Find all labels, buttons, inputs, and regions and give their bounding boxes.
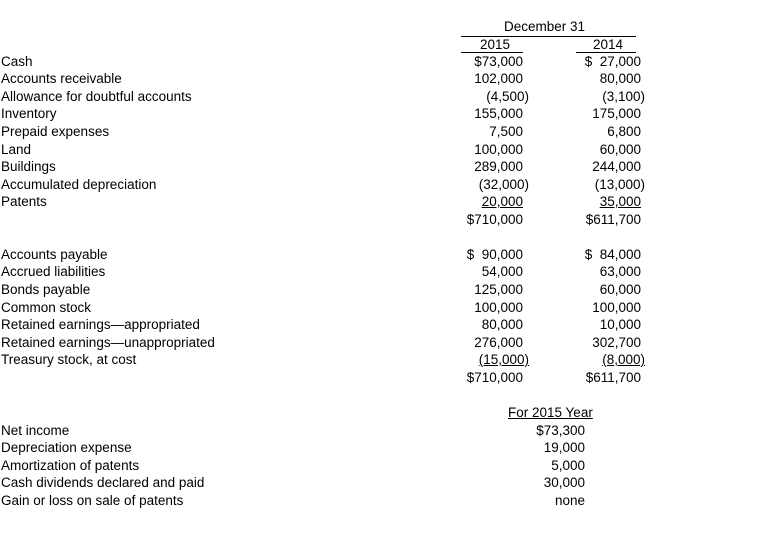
patents-2014: 35,000 xyxy=(599,194,641,209)
year-2015-underline xyxy=(461,52,523,53)
land-2015: 100,000 xyxy=(474,142,523,157)
bonds-payable-2014: 60,000 xyxy=(599,282,641,297)
buildings-2015: 289,000 xyxy=(474,159,523,174)
inventory-2015: 155,000 xyxy=(474,106,523,121)
net-income-value: $73,300 xyxy=(536,423,585,438)
row-label-accum-depreciation: Accumulated depreciation xyxy=(1,177,157,192)
row-label-gain-loss-patents: Gain or loss on sale of patents xyxy=(1,493,184,508)
assets-total-2015: $710,000 xyxy=(466,212,523,227)
re-unappropriated-2015: 276,000 xyxy=(474,335,523,350)
row-label-net-income: Net income xyxy=(1,423,70,438)
prepaid-2015: 7,500 xyxy=(489,124,523,139)
re-appropriated-2015: 80,000 xyxy=(481,317,523,332)
row-label-cash-dividends: Cash dividends declared and paid xyxy=(1,475,205,490)
assets-total-2014: $611,700 xyxy=(585,212,641,227)
land-2014: 60,000 xyxy=(599,142,641,157)
bonds-payable-2015: 125,000 xyxy=(474,282,523,297)
cash-dividends-value: 30,000 xyxy=(543,475,585,490)
accounts-receivable-2015: 102,000 xyxy=(474,71,523,86)
row-label-amortization: Amortization of patents xyxy=(1,458,140,473)
amortization-value: 5,000 xyxy=(551,458,585,473)
row-label-land: Land xyxy=(1,142,32,157)
cash-2015: $73,000 xyxy=(474,54,523,69)
treasury-stock-2015: (15,000) xyxy=(478,352,529,367)
row-label-common-stock: Common stock xyxy=(1,300,92,315)
year-2014-header: 2014 xyxy=(593,37,624,52)
income-period-header: For 2015 Year xyxy=(508,405,593,420)
row-label-accounts-receivable: Accounts receivable xyxy=(1,71,122,86)
row-label-buildings: Buildings xyxy=(1,159,56,174)
year-2015-header: 2015 xyxy=(480,37,511,52)
common-stock-2014: 100,000 xyxy=(592,300,641,315)
re-unappropriated-2014: 302,700 xyxy=(592,335,641,350)
allowance-2015: (4,500) xyxy=(486,89,529,104)
year-2014-underline xyxy=(576,52,636,53)
liabilities-total-2015: $710,000 xyxy=(466,370,523,385)
accrued-liabilities-2014: 63,000 xyxy=(599,264,641,279)
row-label-treasury-stock: Treasury stock, at cost xyxy=(1,352,137,367)
row-label-bonds-payable: Bonds payable xyxy=(1,282,91,297)
allowance-2014: (3,100) xyxy=(602,89,645,104)
inventory-2014: 175,000 xyxy=(592,106,641,121)
buildings-2014: 244,000 xyxy=(592,159,641,174)
depreciation-expense-value: 19,000 xyxy=(543,440,585,455)
accum-depreciation-2015: (32,000) xyxy=(478,177,529,192)
row-label-prepaid: Prepaid expenses xyxy=(1,124,110,139)
treasury-stock-2014: (8,000) xyxy=(602,352,645,367)
accounts-receivable-2014: 80,000 xyxy=(599,71,641,86)
accrued-liabilities-2015: 54,000 xyxy=(481,264,523,279)
patents-2015: 20,000 xyxy=(481,194,523,209)
row-label-accrued-liabilities: Accrued liabilities xyxy=(1,264,106,279)
row-label-patents: Patents xyxy=(1,194,47,209)
accounts-payable-2014: $ 84,000 xyxy=(584,247,641,262)
row-label-cash: Cash xyxy=(1,54,33,69)
row-label-depreciation-expense: Depreciation expense xyxy=(1,440,132,455)
re-appropriated-2014: 10,000 xyxy=(599,317,641,332)
liabilities-total-2014: $611,700 xyxy=(585,370,641,385)
period-header: December 31 xyxy=(504,19,586,34)
row-label-re-appropriated: Retained earnings—appropriated xyxy=(1,317,200,332)
row-label-re-unappropriated: Retained earnings—unappropriated xyxy=(1,335,215,350)
accounts-payable-2015: $ 90,000 xyxy=(466,247,523,262)
row-label-allowance: Allowance for doubtful accounts xyxy=(1,89,192,104)
row-label-inventory: Inventory xyxy=(1,106,57,121)
row-label-accounts-payable: Accounts payable xyxy=(1,247,108,262)
cash-2014: $ 27,000 xyxy=(584,54,641,69)
common-stock-2015: 100,000 xyxy=(474,300,523,315)
accum-depreciation-2014: (13,000) xyxy=(594,177,645,192)
gain-loss-patents-value: none xyxy=(554,493,585,508)
prepaid-2014: 6,800 xyxy=(607,124,641,139)
